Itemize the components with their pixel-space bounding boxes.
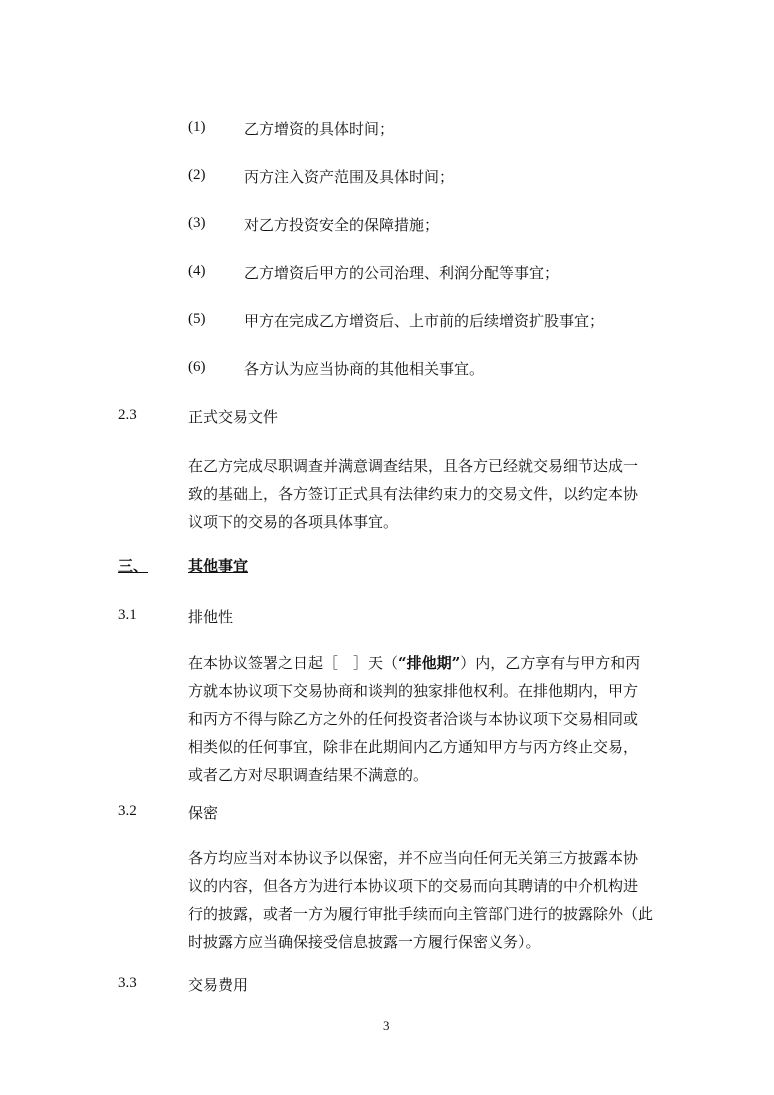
exclusivity-text-before: 在本协议签署之日起［ ］天（ [188,654,399,672]
list-item-text: 甲方在完成乙方增资后、上市前的后续增资扩股事宜； [244,312,605,330]
section-number: 3.2 [118,803,137,819]
paragraph-line: 和丙方不得与除乙方之外的任何投资者洽谈与本协议项下交易相同或 [188,710,639,728]
list-item-number: (4) [188,263,206,279]
section-3-2-paragraph [188,844,654,956]
list-item-number: (6) [188,359,206,375]
list-item-text: 对乙方投资安全的保障措施； [244,216,440,234]
section-title: 保密 [188,804,219,822]
paragraph-line: 方就本协议项下交易协商和谈判的独家排他权利。在排他期内，甲方 [188,682,639,700]
chapter-number: 三、 [118,557,149,575]
list-item-number: (2) [188,167,206,183]
paragraph-line: 行的披露，或者一方为履行审批手续而向主管部门进行的披露除外（此 [188,905,654,923]
section-title: 正式交易文件 [188,408,279,426]
section-3-1-paragraph [188,649,641,789]
list-item-text: 乙方增资的具体时间； [244,120,395,138]
paragraph-line: 时披露方应当确保接受信息披露一方履行保密义务）。 [188,933,541,951]
section-title: 交易费用 [188,976,249,994]
paragraph-line: 相类似的任何事宜，除非在此期间内乙方通知甲方与丙方终止交易， [188,738,639,756]
paragraph-line: 在乙方完成尽职调查并满意调查结果，且各方已经就交易细节达成一 [188,457,639,475]
list-item-number: (1) [188,119,206,135]
section-title: 排他性 [188,608,234,626]
chapter-title: 其他事宜 [188,557,249,575]
paragraph-line: 议的内容，但各方为进行本协议项下的交易而向其聘请的中介机构进 [188,877,639,895]
paragraph-line: 或者乙方对尽职调查结果不满意的。 [188,766,429,784]
list-item-text: 各方认为应当协商的其他相关事宜。 [244,360,485,378]
paragraph-line: 议项下的交易的各项具体事宜。 [188,513,399,531]
list-item-number: (3) [188,215,206,231]
exclusivity-text-after: ）内，乙方享有与甲方和丙 [460,654,641,672]
section-number: 3.3 [118,975,137,991]
exclusivity-period-term: “排他期” [398,654,461,672]
list-item-text: 乙方增资后甲方的公司治理、利润分配等事宜； [244,264,560,282]
section-number: 3.1 [118,607,137,623]
paragraph-line: 致的基础上，各方签订正式具有法律约束力的交易文件，以约定本协 [188,485,639,503]
paragraph-line: 各方均应当对本协议予以保密，并不应当向任何无关第三方披露本协 [188,849,639,867]
list-item-number: (5) [188,311,206,327]
list-item-text: 丙方注入资产范围及具体时间； [244,168,455,186]
page-number: 3 [383,1018,390,1033]
paragraph-line [188,649,641,677]
section-2-3-paragraph [188,452,639,536]
section-number: 2.3 [118,407,137,423]
